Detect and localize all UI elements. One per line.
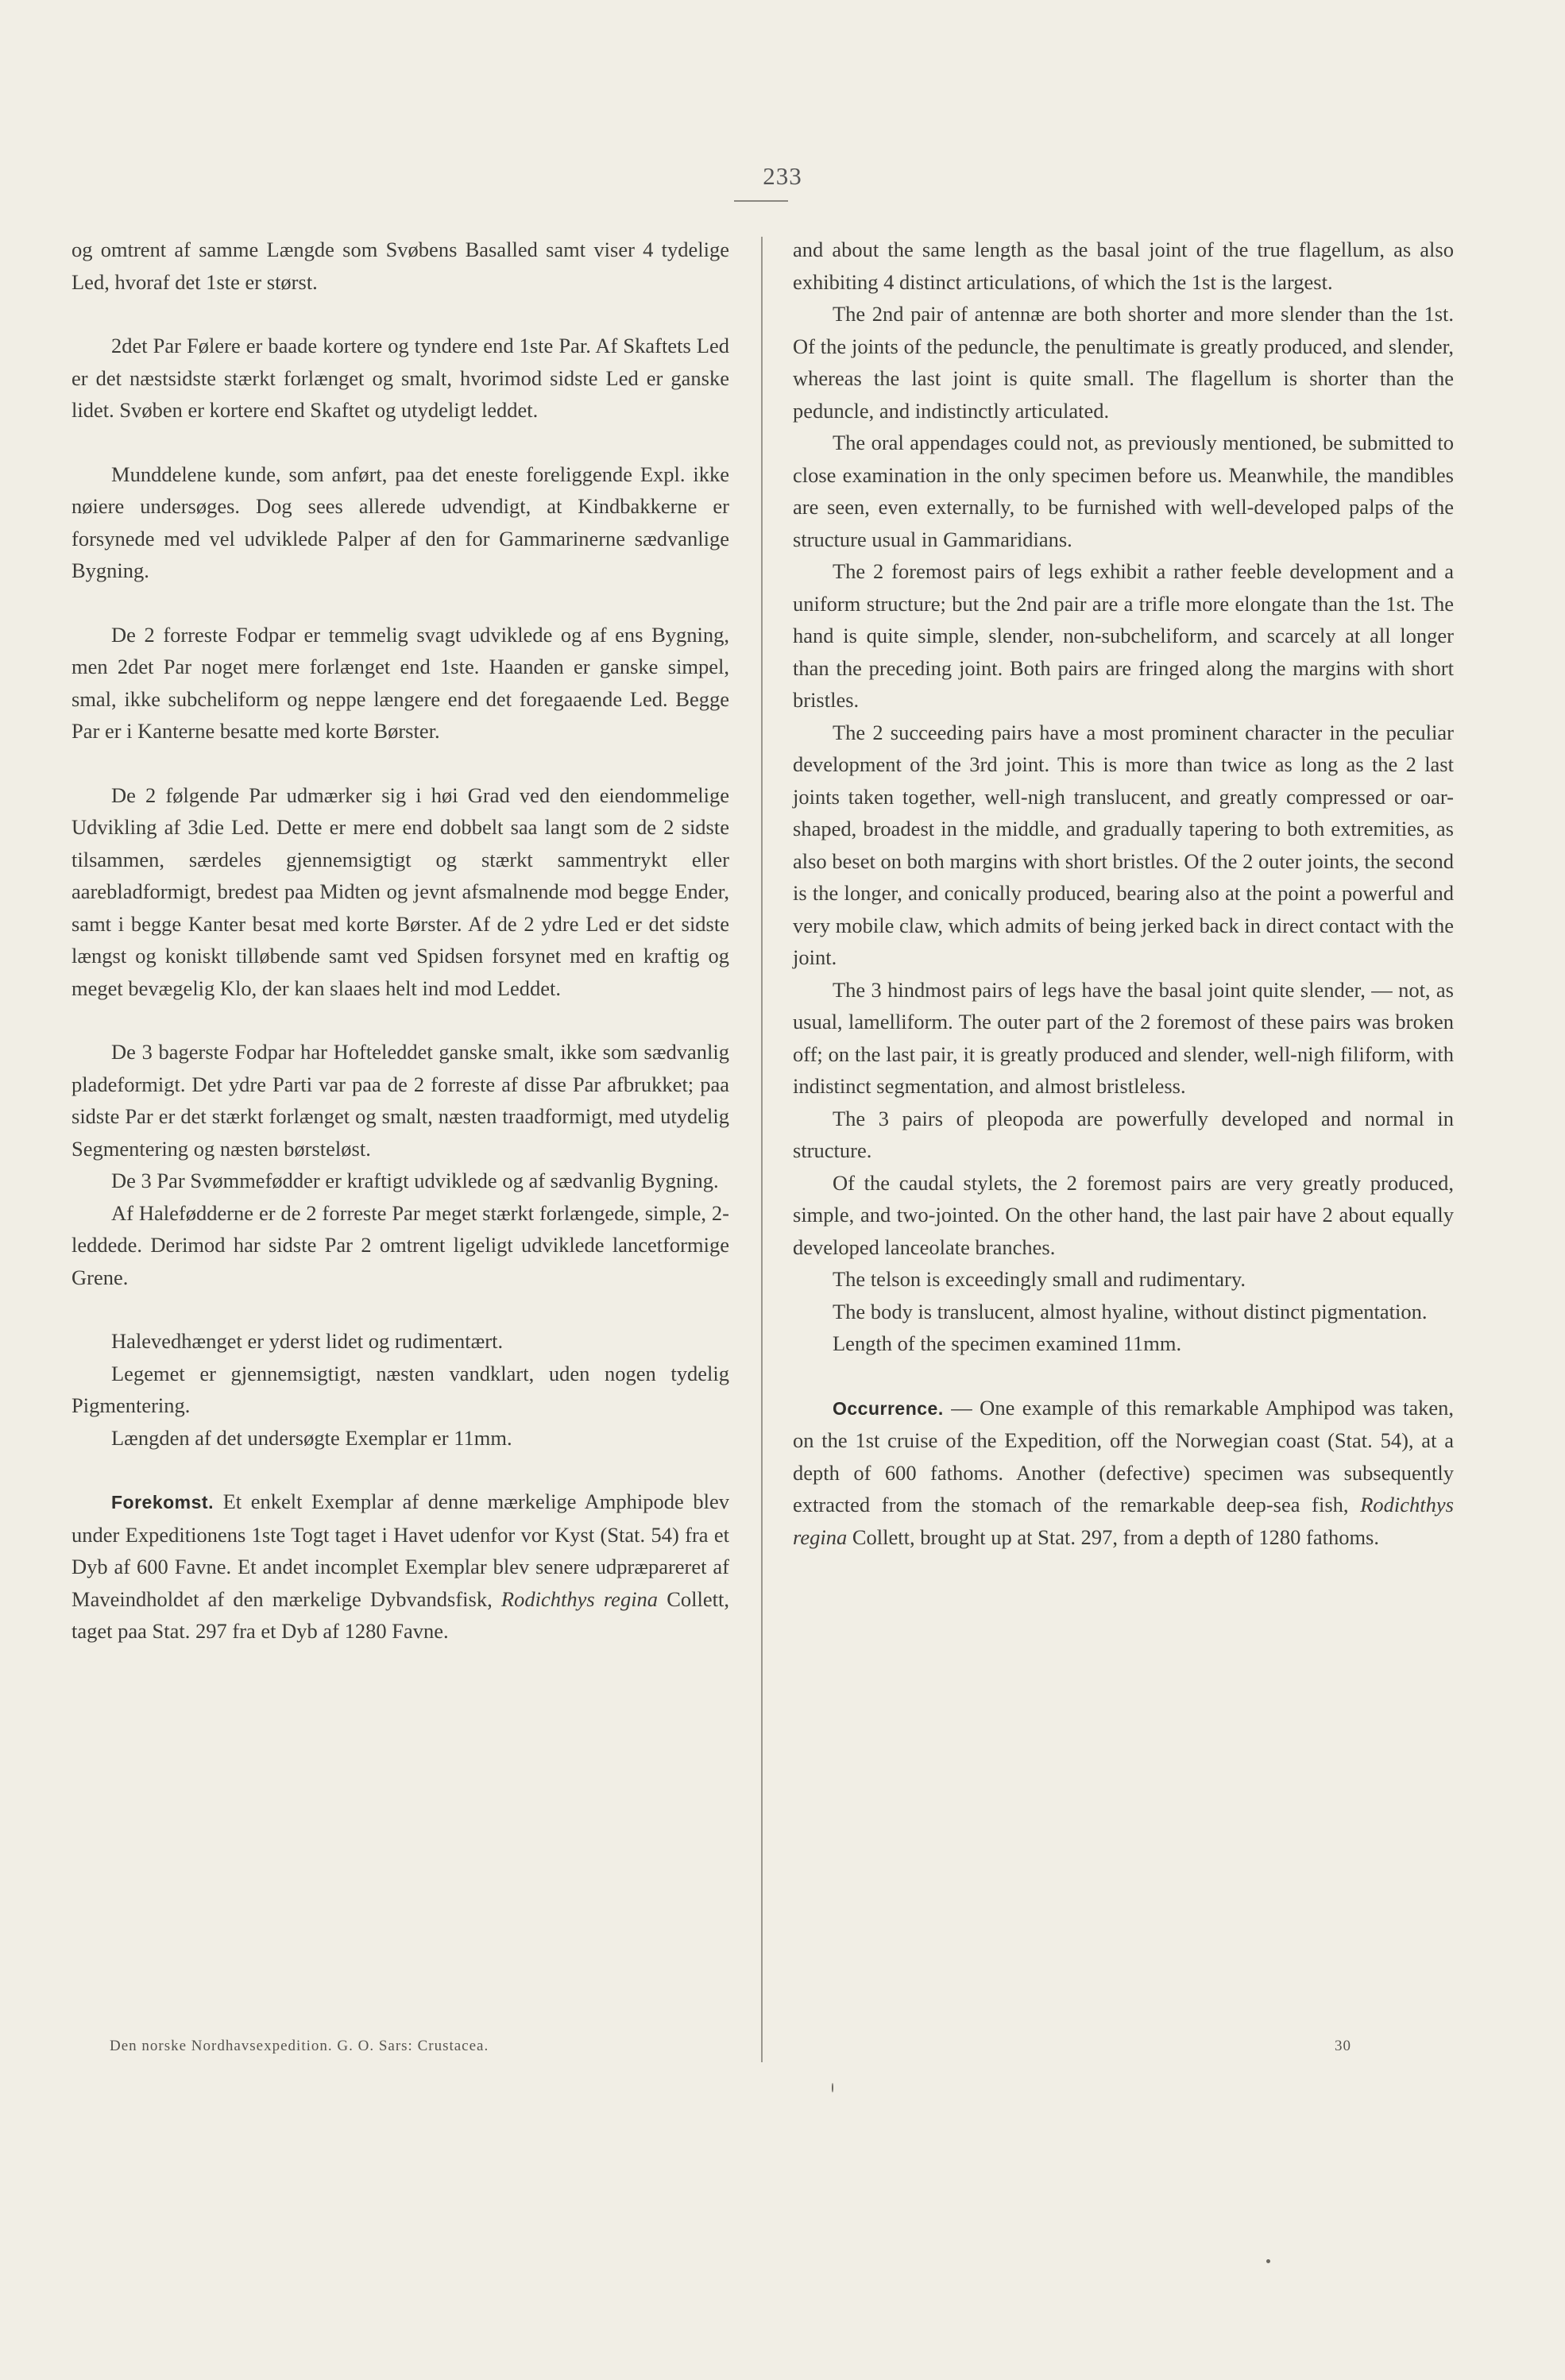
- left-species-name: Rodichthys regina: [500, 1586, 659, 1611]
- left-occurrence-text-b: Collett, taget paa Stat. 297 fra et Dyb af 1280 Favne.: [71, 1586, 730, 1643]
- right-paragraph-6: The 3 hindmost pairs of legs have the basal joint quite slender, — not, as usual, lamelliform. The outer part of the 2 foremost of these pairs was broken off; on the last pair, it is greatly produced and slender, well-nigh filiform, with indistinct segmentation, and almost bristleless.: [793, 977, 1454, 1098]
- right-occurrence-text-a: — One example of this remarkable Amphipod was taken, on the 1st cruise of the Expedition, off the Norwegian coast (Stat. 54), at a depth of 600 fathoms. Another (defective) specimen was subsequently extracted from the stomach of the remarkable deep-sea fish,: [793, 1395, 1454, 1516]
- right-paragraph-5: The 2 succeeding pairs have a most prominent character in the peculiar development of the 3rd joint. This is more than twice as long as the 2 last joints taken together, well-nigh translucent, and greatly compressed or oar-shaped, broadest in the middle, and gradually tapering to both extremities, as also beset on both margins with short bristles. Of the 2 outer joints, the second is the longer, and conically produced, bearing also at the point a powerful and very mobile claw, which admits of being jerked back in direct contact with the joint.: [793, 720, 1454, 969]
- right-paragraph-11: Length of the specimen examined 11mm.: [833, 1331, 1182, 1355]
- left-paragraph-7: De 3 Par Svømmefødder er kraftigt udviklede og af sædvanlig Bygning.: [111, 1169, 719, 1192]
- left-paragraph-1: og omtrent af samme Længde som Svøbens Basalled samt viser 4 tydelige Led, hvoraf det 1ste er størst.: [71, 238, 729, 294]
- left-paragraph-3: Munddelene kunde, som anført, paa det eneste foreliggende Expl. ikke nøiere undersøges. Dog sees allerede udvendigt, at Kindbakkerne er forsynede med vel udviklede Palper af den for Gammarinerne sædvanlige Bygning.: [71, 462, 729, 582]
- right-occurrence-text-b: Collett, brought up at Stat. 297, from a depth of 1280 fathoms.: [847, 1524, 1379, 1549]
- right-paragraph-9: The telson is exceedingly small and rudimentary.: [833, 1267, 1246, 1291]
- right-paragraph-4: The 2 foremost pairs of legs exhibit a rather feeble development and a uniform structure; but the 2nd pair are a trifle more elongate than the 1st. The hand is quite simple, slender, non-subcheliform, and scarcely at all longer than the preceding joint. Both pairs are fringed along the margins with short bristles.: [793, 559, 1454, 712]
- left-paragraph-10: Legemet er gjennemsigtigt, næsten vandklart, uden nogen tydelig Pigmentering.: [71, 1361, 729, 1417]
- footer-publication-title: Den norske Nordhavsexpedition. G. O. Sars: Crustacea.: [110, 2038, 489, 2054]
- occurrence-label: Occurrence.: [833, 1397, 944, 1419]
- column-divider: [761, 237, 763, 2062]
- right-paragraph-8: Of the caudal stylets, the 2 foremost pairs are very greatly produced, simple, and two-jointed. On the other hand, the last pair have 2 about equally developed lanceolate branches.: [793, 1170, 1454, 1259]
- page-number: 233: [763, 162, 802, 190]
- left-occurrence-paragraph: [71, 1486, 729, 1648]
- left-paragraph-8: Af Halefødderne er de 2 forreste Par meget stærkt forlængede, simple, 2-leddede. Derimod har sidste Par 2 omtrent ligeligt udviklede lancetformige Grene.: [71, 1200, 729, 1289]
- left-paragraph-9: Halevedhænget er yderst lidet og rudimentært.: [111, 1329, 504, 1353]
- forekomst-label: Forekomst.: [111, 1492, 214, 1513]
- right-paragraph-3: The oral appendages could not, as previously mentioned, be submitted to close examination in the only specimen before us. Meanwhile, the mandibles are seen, even externally, to be furnished with well-developed palps of the structure usual in Gammaridians.: [793, 431, 1454, 551]
- right-paragraph-10: The body is translucent, almost hyaline, without distinct pigmentation.: [833, 1299, 1428, 1323]
- print-speck: [832, 2083, 833, 2092]
- right-paragraph-2: The 2nd pair of antennæ are both shorter and more slender than the 1st. Of the joints of the peduncle, the penultimate is greatly produced, and slender, whereas the last joint is quite small. The flagellum is shorter than the peduncle, and indistinctly articulated.: [793, 302, 1454, 423]
- print-speck: [1266, 2259, 1270, 2263]
- left-paragraph-4: De 2 forreste Fodpar er temmelig svagt udviklede og af ens Bygning, men 2det Par noget mere forlænget end 1ste. Haanden er ganske simpel, smal, ikke subcheliform og neppe længere end det foregaaende Led. Begge Par er i Kanterne besatte med korte Børster.: [71, 622, 729, 743]
- norwegian-text-column: [71, 234, 729, 1648]
- right-paragraph-7: The 3 pairs of pleopoda are powerfully developed and normal in structure.: [793, 1106, 1454, 1162]
- header-rule: [734, 200, 788, 202]
- left-paragraph-5: De 2 følgende Par udmærker sig i høi Grad ved den eiendommelige Udvikling af 3die Led. Dette er mere end dobbelt saa langt som de 2 sidste tilsammen, særdeles gjennemsigtigt og stærkt sammentrykt eller aarebladformigt, bredest paa Midten og jevnt afsmalnende mod begge Ender, samt i begge Kanter besat med korte Børster. Af de 2 ydre Led er det sidste længst og koniskt tilløbende samt ved Spidsen forsynet med en kraftig og meget bevægelig Klo, der kan slaaes helt ind mod Leddet.: [71, 782, 729, 1000]
- right-paragraph-1: and about the same length as the basal joint of the true flagellum, as also exhibiting 4 distinct articulations, of which the 1st is the largest.: [793, 238, 1454, 294]
- right-occurrence-paragraph: [793, 1392, 1454, 1554]
- left-paragraph-2: 2det Par Følere er baade kortere og tyndere end 1ste Par. Af Skaftets Led er det næstsidste stærkt forlænget og smalt, hvorimod sidste Led er ganske lidet. Svøben er kortere end Skaftet og utydeligt leddet.: [71, 334, 729, 422]
- english-text-column: [793, 234, 1454, 1553]
- left-occurrence-text-a: Et enkelt Exemplar af denne mærkelige Amphipode blev under Expeditionens 1ste Togt taget i Havet udenfor vor Kyst (Stat. 54) fra et Dyb af 600 Favne. Et andet incomplet Exemplar blev senere udpræpareret af Maveindholdet af den mærkelige Dybvandsfisk,: [71, 1489, 729, 1611]
- right-species-name: Rodichthys regina: [793, 1493, 1454, 1549]
- left-paragraph-6: De 3 bagerste Fodpar har Hofteleddet ganske smalt, ikke som sædvanlig pladeformigt. Det ydre Parti var paa de 2 forreste af disse Par afbrukket; paa sidste Par er det stærkt forlænget og smalt, næsten traadformigt, med utydelig Segmentering og næsten børsteløst.: [71, 1040, 729, 1161]
- footer-signature-number: 30: [1335, 2038, 1351, 2054]
- left-paragraph-11: Længden af det undersøgte Exemplar er 11mm.: [111, 1425, 512, 1450]
